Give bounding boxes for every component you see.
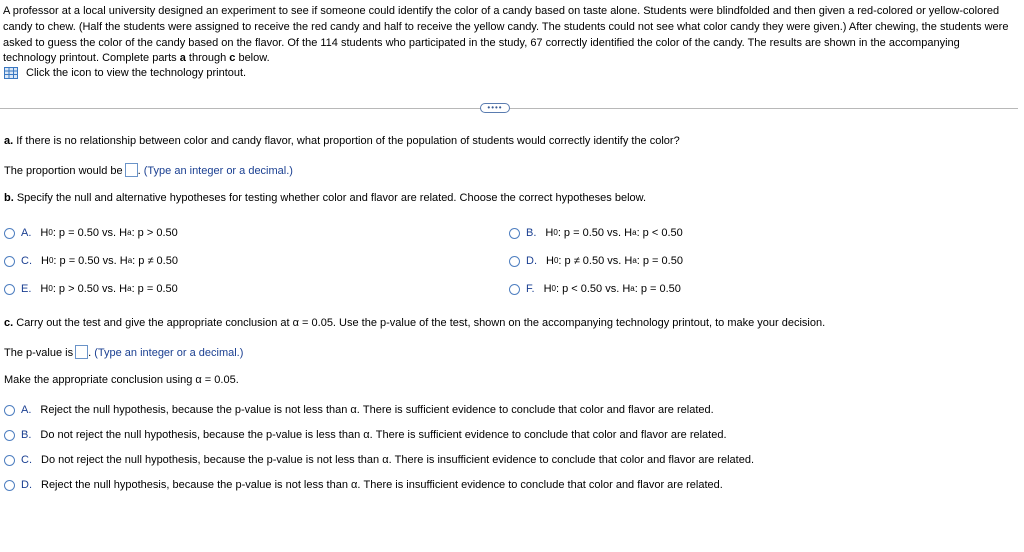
part-c-hint: (Type an integer or a decimal.) [94,347,244,359]
conclusion-option-b[interactable]: B. Do not reject the null hypothesis, because the p-value is less than α. There is sufficient evidence to conclude that color and flavor are related. [4,429,727,441]
hypothesis-option-f[interactable]: F. H 0 : p < 0.50 vs. H a : p = 0.50 [509,283,681,295]
p-value-input[interactable] [75,345,88,359]
part-a-answer-row: The proportion would be . (Type an integer or a decimal.) [4,165,293,177]
problem-statement: A professor at a local university designed an experiment to see if someone could identify the color of a candy based on taste alone. Students were blindfolded and then given a red-colored or yellow-colored candy to chew. (Half the students were assigned to receive the red candy and half to receive the yellow candy. The students could not see what color candy they were given.) After chewing, the students were asked to guess the color of the candy based on the flavor. Of the 114 students who participated in the study, 67 correctly identified the color of the candy. The results are shown in the accompanying technology printout. Complete parts a through c below. [3,5,1009,65]
printout-link-label[interactable]: Click the icon to view the technology printout. [26,67,247,79]
radio-button[interactable] [4,455,15,466]
table-grid-icon[interactable] [4,67,18,79]
part-b-question: b. Specify the null and alternative hypotheses for testing whether color and flavor are related. Choose the correct hypotheses below. [4,192,647,204]
part-a-hint: (Type an integer or a decimal.) [143,165,293,177]
radio-button[interactable] [4,430,15,441]
radio-button[interactable] [4,405,15,416]
part-c-question: c. Carry out the test and give the appropriate conclusion at α = 0.05. Use the p-value of the test, shown on the accompanying technology printout, to make your decision. [4,317,826,329]
radio-button[interactable] [4,480,15,491]
radio-button[interactable] [509,228,520,239]
hypothesis-option-e[interactable]: E. H 0 : p > 0.50 vs. H a : p = 0.50 [4,283,178,295]
part-a-question: a. If there is no relationship between color and candy flavor, what proportion of the population of students would correctly identify the color? [4,135,680,147]
proportion-input[interactable] [125,163,138,177]
conclusion-option-d[interactable]: D. Reject the null hypothesis, because the p-value is not less than α. There is insufficient evidence to conclude that color and flavor are related. [4,479,723,491]
conclusion-prompt: Make the appropriate conclusion using α = 0.05. [4,374,239,386]
radio-button[interactable] [509,284,520,295]
hypothesis-option-b[interactable]: B. H 0 : p = 0.50 vs. H a : p < 0.50 [509,227,683,239]
part-c-answer-row: The p-value is . (Type an integer or a decimal.) [4,347,244,359]
conclusion-option-a[interactable]: A. Reject the null hypothesis, because the p-value is not less than α. There is sufficient evidence to conclude that color and flavor are related. [4,404,714,416]
radio-button[interactable] [509,256,520,267]
technology-printout-link[interactable] [4,65,246,81]
hypothesis-option-c[interactable]: C. H 0 : p = 0.50 vs. H a : p ≠ 0.50 [4,255,178,267]
radio-button[interactable] [4,256,15,267]
hypothesis-option-d[interactable]: D. H 0 : p ≠ 0.50 vs. H a : p = 0.50 [509,255,683,267]
hypothesis-option-a[interactable]: A. H 0 : p = 0.50 vs. H a : p > 0.50 [4,227,178,239]
conclusion-option-c[interactable]: C. Do not reject the null hypothesis, because the p-value is not less than α. There is insufficient evidence to conclude that color and flavor are related. [4,454,754,466]
expand-more-button[interactable]: •••• [480,103,510,113]
radio-button[interactable] [4,284,15,295]
radio-button[interactable] [4,228,15,239]
